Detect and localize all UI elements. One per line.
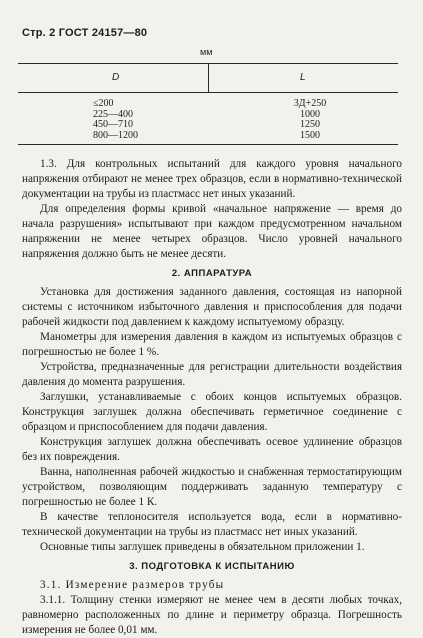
section-heading: 3. ПОДГОТОВКА К ИСПЫТАНИЮ <box>129 561 295 572</box>
table-cell-d: 450—710 <box>93 119 133 130</box>
table-bottom-rule <box>18 144 398 145</box>
table-header-l: L <box>300 72 306 83</box>
paragraph: Ванна, наполненная рабочей жидкостью и снабженная термостатирующим устройством, позволяющим поддерживать заданную температуру с погрешностью не более 1 К. <box>22 466 402 508</box>
table-header-rule <box>18 92 398 93</box>
paragraph: Заглушки, устанавливаемые с обоих концов испытуемых образцов. Конструкция заглушек должна обеспечивать герметичное соединение с образцом и приспособлением для подачи давления. <box>22 391 402 433</box>
paragraph: Устройства, предназначенные для регистрации длительности воздействия давления до момента разрушения. <box>22 361 402 388</box>
paragraph: Установка для достижения заданного давления, состоящая из напорной системы с источником избыточного давления и приспособления для подачи рабочей жидкости под давлением к каждому испытуемому образцу. <box>22 286 402 328</box>
table-column-d <box>93 99 138 141</box>
table-cell-l: 1500 <box>300 129 320 141</box>
table-cell-l: 1000 <box>300 108 320 120</box>
paragraph: Основные типы заглушек приведены в обязательном приложении 1. <box>40 541 365 553</box>
paragraph: 1.3. Для контрольных испытаний для каждого уровня начального напряжения отбирают не менее трех образцов, если в нормативно-технической документации на трубы из пластмасс нет иных указаний. <box>22 158 402 200</box>
paragraph: В качестве теплоносителя используется вода, если в нормативно-технической документации на трубы из пластмасс нет иных указаний. <box>22 511 402 538</box>
paragraph: Конструкция заглушек должна обеспечивать осевое удлинение образцов без их повреждения. <box>22 436 402 463</box>
paragraph: Манометры для измерения давления в каждом из испытуемых образцов с погрешностью не более 1 %. <box>22 331 402 358</box>
body-text <box>22 157 402 638</box>
table-cell-d: 800—1200 <box>93 129 138 141</box>
table-units: мм <box>200 47 213 57</box>
table-cell-d: 225—400 <box>93 108 133 120</box>
section-heading: 2. АППАРАТУРА <box>171 268 253 279</box>
paragraph: Для определения формы кривой «начальное напряжение — время до начала разрушения» испытывают при каждом предусмотренном начальном напряжении не менее четырех образцов. Число уровней начального напряжения должно быть не менее десяти. <box>22 203 402 260</box>
table-cell-l: 1250 <box>300 119 320 130</box>
page-header: Стр. 2 ГОСТ 24157—80 <box>22 27 148 39</box>
table-column-divider <box>208 63 209 93</box>
table-column-l <box>285 99 335 141</box>
table-cell-d: ≤200 <box>93 98 114 109</box>
table-cell-l: 3Д+250 <box>293 98 327 109</box>
subsection-heading: 3.1. Измерение размеров трубы <box>40 579 225 591</box>
table-header-d: D <box>112 72 120 83</box>
paragraph: 3.1.1. Толщину стенки измеряют не менее чем в десяти любых точках, равномерно расположенных по длине и периметру образца. Погрешность измерения не более 0,01 мм. <box>22 594 402 636</box>
